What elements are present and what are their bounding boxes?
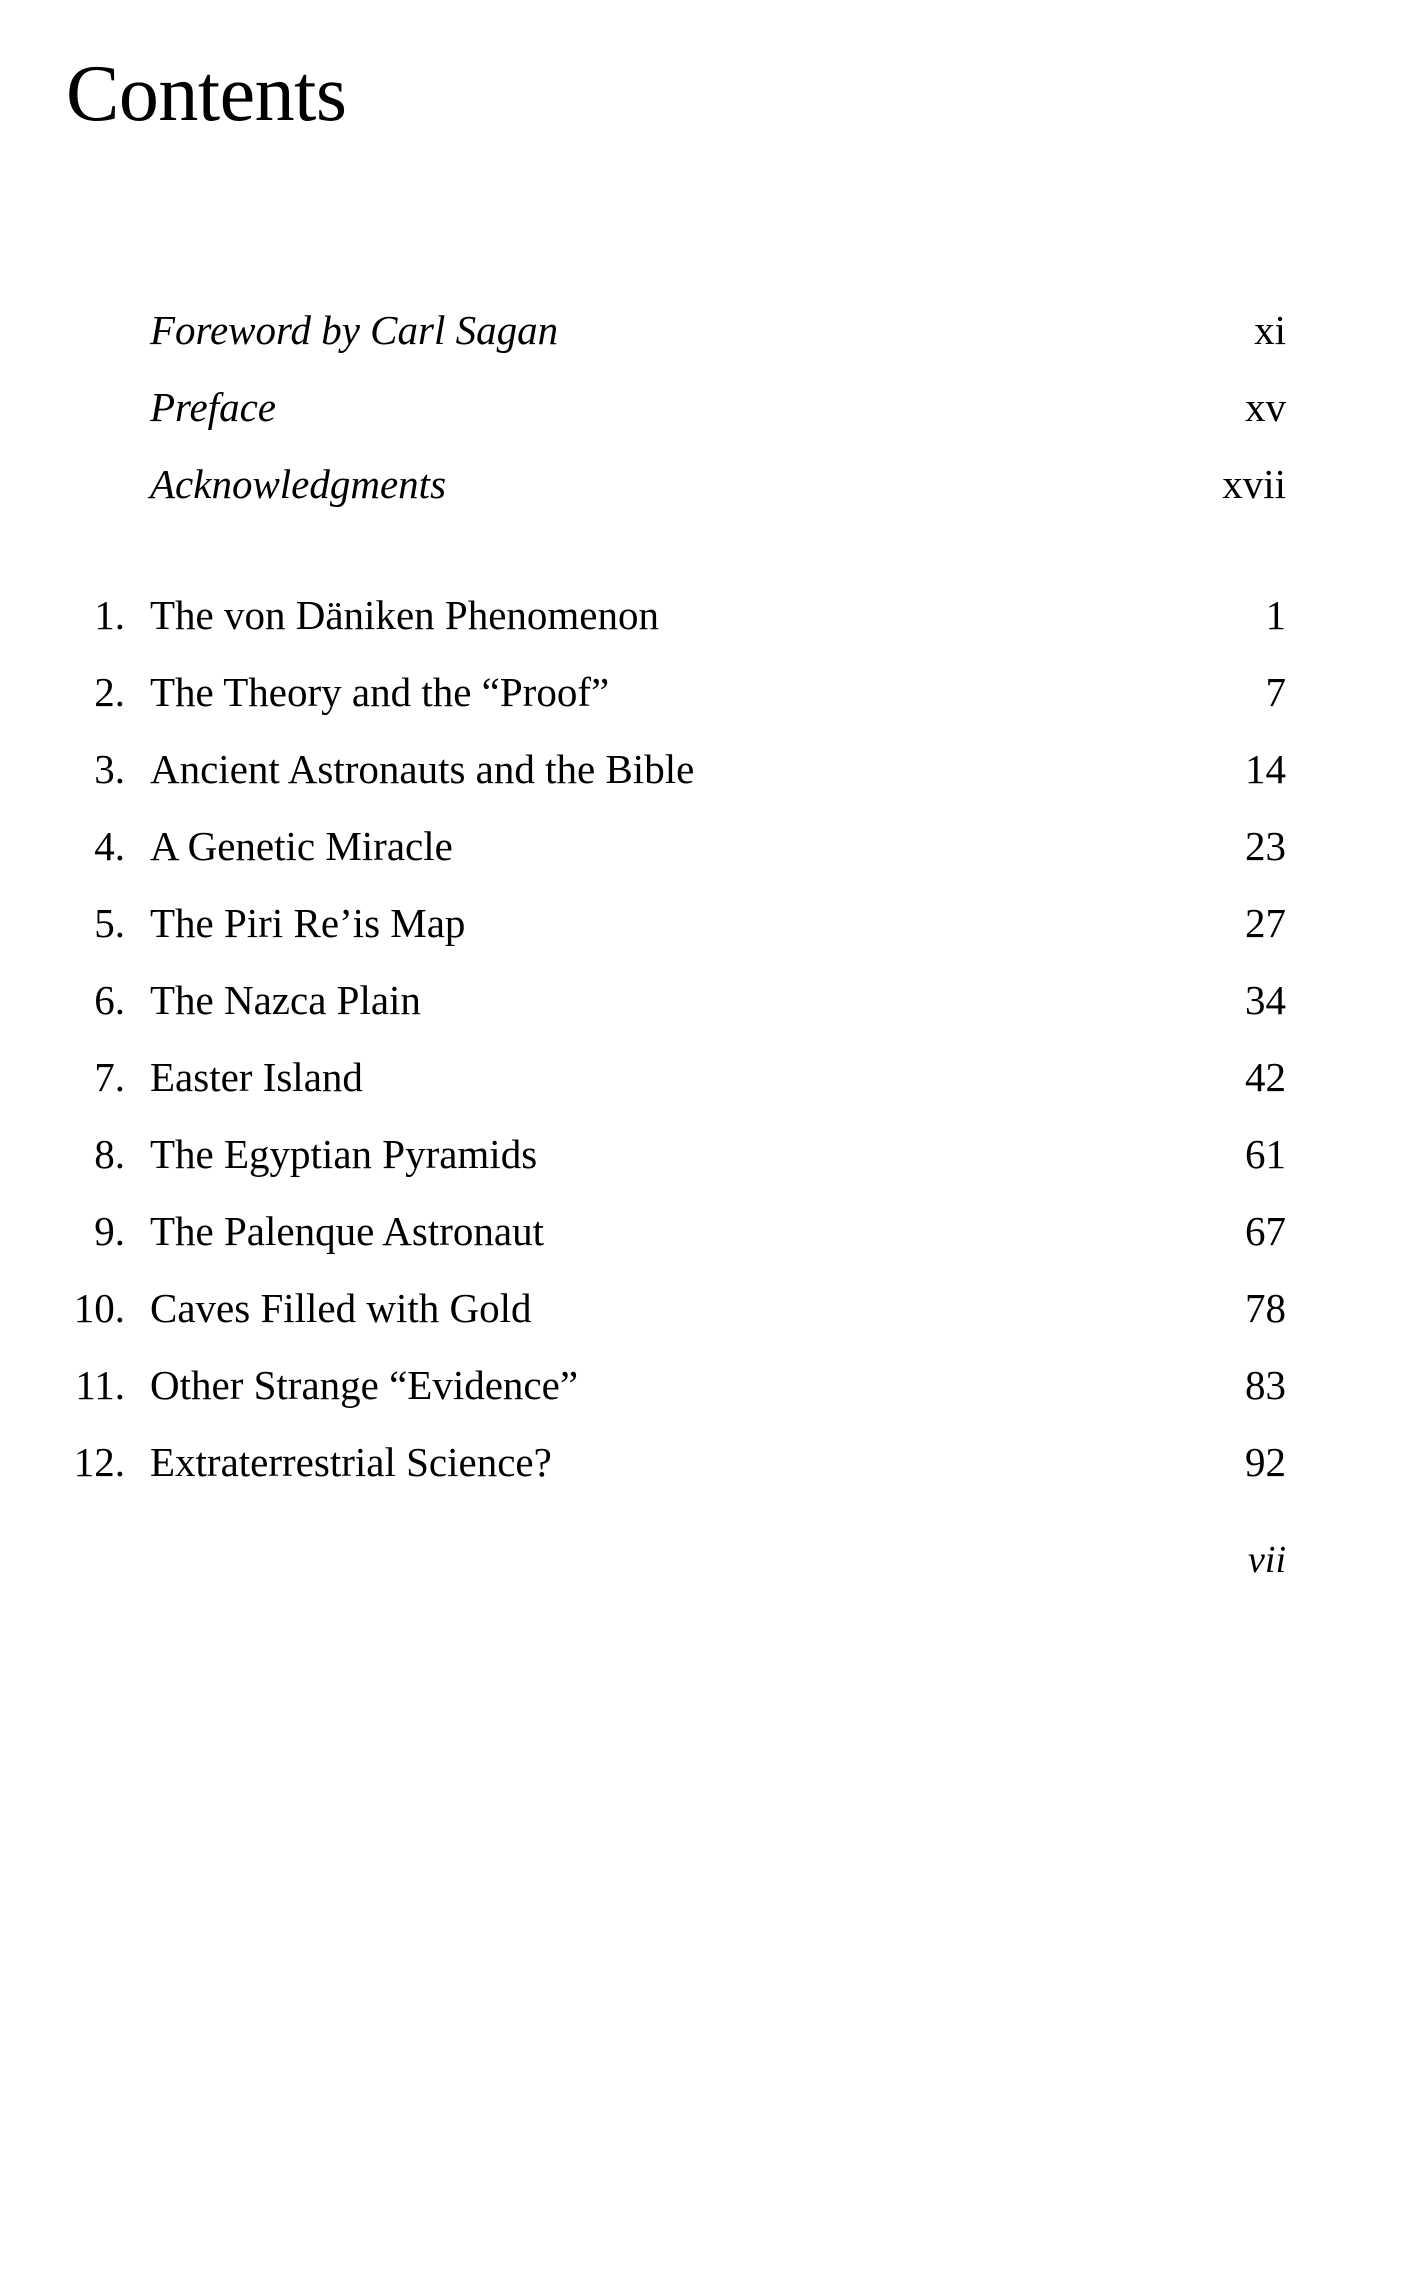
toc-chapter-11 xyxy=(0,1355,1416,1415)
toc-chapter-number: 8. xyxy=(94,1131,125,1177)
toc-chapter-2 xyxy=(0,662,1416,722)
toc-entry-page: xv xyxy=(1245,384,1286,430)
toc-entry-page: xvii xyxy=(1222,461,1286,507)
toc-chapter-number: 9. xyxy=(94,1208,125,1254)
toc-entry-foreword xyxy=(0,300,1416,360)
toc-entry-preface xyxy=(0,377,1416,437)
toc-chapter-title: Caves Filled with Gold xyxy=(150,1285,532,1331)
toc-chapter-title: The Nazca Plain xyxy=(150,977,421,1023)
toc-chapter-number: 11. xyxy=(75,1362,125,1408)
toc-chapter-title: Extraterrestrial Science? xyxy=(150,1439,552,1485)
toc-chapter-title: The Egyptian Pyramids xyxy=(150,1131,538,1177)
toc-chapter-page: 83 xyxy=(1245,1362,1286,1408)
toc-chapter-title: The Theory and the “Proof” xyxy=(150,669,610,715)
toc-chapter-9 xyxy=(0,1201,1416,1261)
toc-chapter-title: Other Strange “Evidence” xyxy=(150,1362,579,1408)
toc-chapter-title: The von Däniken Phenomenon xyxy=(150,592,659,638)
toc-entry-acknowledgments xyxy=(0,454,1416,514)
toc-chapter-title: Easter Island xyxy=(150,1054,363,1100)
toc-entry-title: Foreword by Carl Sagan xyxy=(150,307,559,353)
toc-chapter-number: 4. xyxy=(94,823,125,869)
toc-chapter-number: 1. xyxy=(94,592,125,638)
toc-chapter-number: 12. xyxy=(73,1439,125,1485)
toc-chapter-page: 23 xyxy=(1245,823,1286,869)
toc-chapter-6 xyxy=(0,970,1416,1030)
toc-chapter-title: A Genetic Miracle xyxy=(150,823,453,869)
page-title: Contents xyxy=(66,50,347,138)
toc-chapter-number: 7. xyxy=(94,1054,125,1100)
toc-entry-title: Acknowledgments xyxy=(150,461,447,507)
page-folio: vii xyxy=(1248,1539,1286,1581)
toc-chapter-number: 5. xyxy=(94,900,125,946)
toc-chapter-number: 3. xyxy=(94,746,125,792)
toc-chapter-3 xyxy=(0,739,1416,799)
toc-chapter-title: Ancient Astronauts and the Bible xyxy=(150,746,695,792)
toc-chapter-page: 7 xyxy=(1265,669,1286,715)
toc-chapter-page: 27 xyxy=(1245,900,1286,946)
toc-chapter-12 xyxy=(0,1432,1416,1492)
toc-entry-title: Preface xyxy=(150,384,276,430)
toc-chapter-number: 6. xyxy=(94,977,125,1023)
toc-chapter-8 xyxy=(0,1124,1416,1184)
toc-chapter-page: 1 xyxy=(1265,592,1286,638)
toc-chapter-7 xyxy=(0,1047,1416,1107)
toc-chapter-number: 2. xyxy=(94,669,125,715)
toc-chapter-page: 67 xyxy=(1245,1208,1286,1254)
toc-chapter-page: 42 xyxy=(1245,1054,1286,1100)
toc-chapter-page: 61 xyxy=(1245,1131,1286,1177)
toc-chapter-4 xyxy=(0,816,1416,876)
toc-chapter-number: 10. xyxy=(73,1285,125,1331)
toc-chapter-page: 78 xyxy=(1245,1285,1286,1331)
toc-chapter-5 xyxy=(0,893,1416,953)
toc-chapter-page: 92 xyxy=(1245,1439,1286,1485)
toc-chapter-page: 34 xyxy=(1245,977,1286,1023)
toc-chapter-10 xyxy=(0,1278,1416,1338)
toc-chapter-title: The Palenque Astronaut xyxy=(150,1208,544,1254)
toc-chapter-title: The Piri Re’is Map xyxy=(150,900,466,946)
toc-chapter-page: 14 xyxy=(1245,746,1286,792)
toc-chapter-1 xyxy=(0,585,1416,645)
toc-entry-page: xi xyxy=(1254,307,1286,353)
